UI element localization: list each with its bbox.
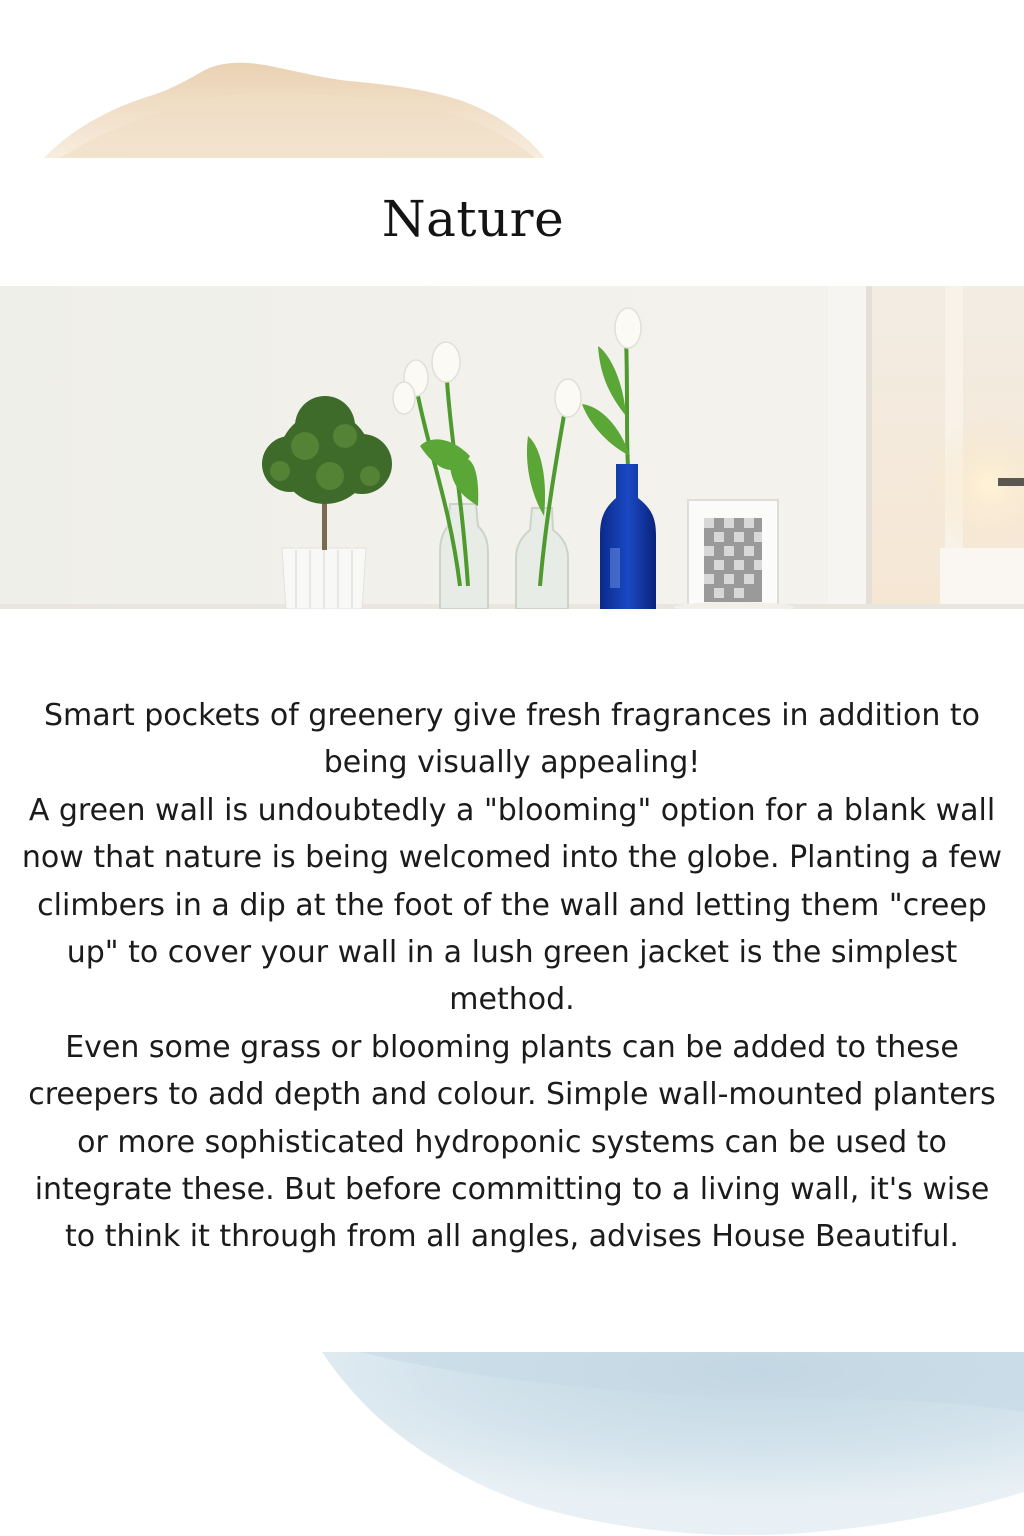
watercolor-wash-bottom	[0, 1352, 1024, 1536]
page-title: Nature	[381, 190, 565, 248]
plant-and-tulips-photo	[0, 286, 1024, 609]
watercolor-wash-top	[0, 0, 1024, 160]
article-body	[16, 692, 1008, 1261]
paragraph-intro: Smart pockets of greenery give fresh fragrances in addition to being visually appealing!	[43, 698, 981, 781]
paragraph-planters: Even some grass or blooming plants can be added to these creepers to add depth and colour. Simple wall-mounted planters or more sophisticated hydroponic systems can be used to integrate these. But before committing to a living wall, it's wise to think it through from all angles, advises House Beautiful.	[28, 1029, 996, 1255]
paragraph-green-wall: A green wall is undoubtedly a "blooming" option for a blank wall now that nature is being welcomed into the globe. Planting a few climbers in a dip at the foot of the wall and letting them "creep up" to cover your wall in a lush green jacket is the simplest method.	[21, 792, 1003, 1018]
